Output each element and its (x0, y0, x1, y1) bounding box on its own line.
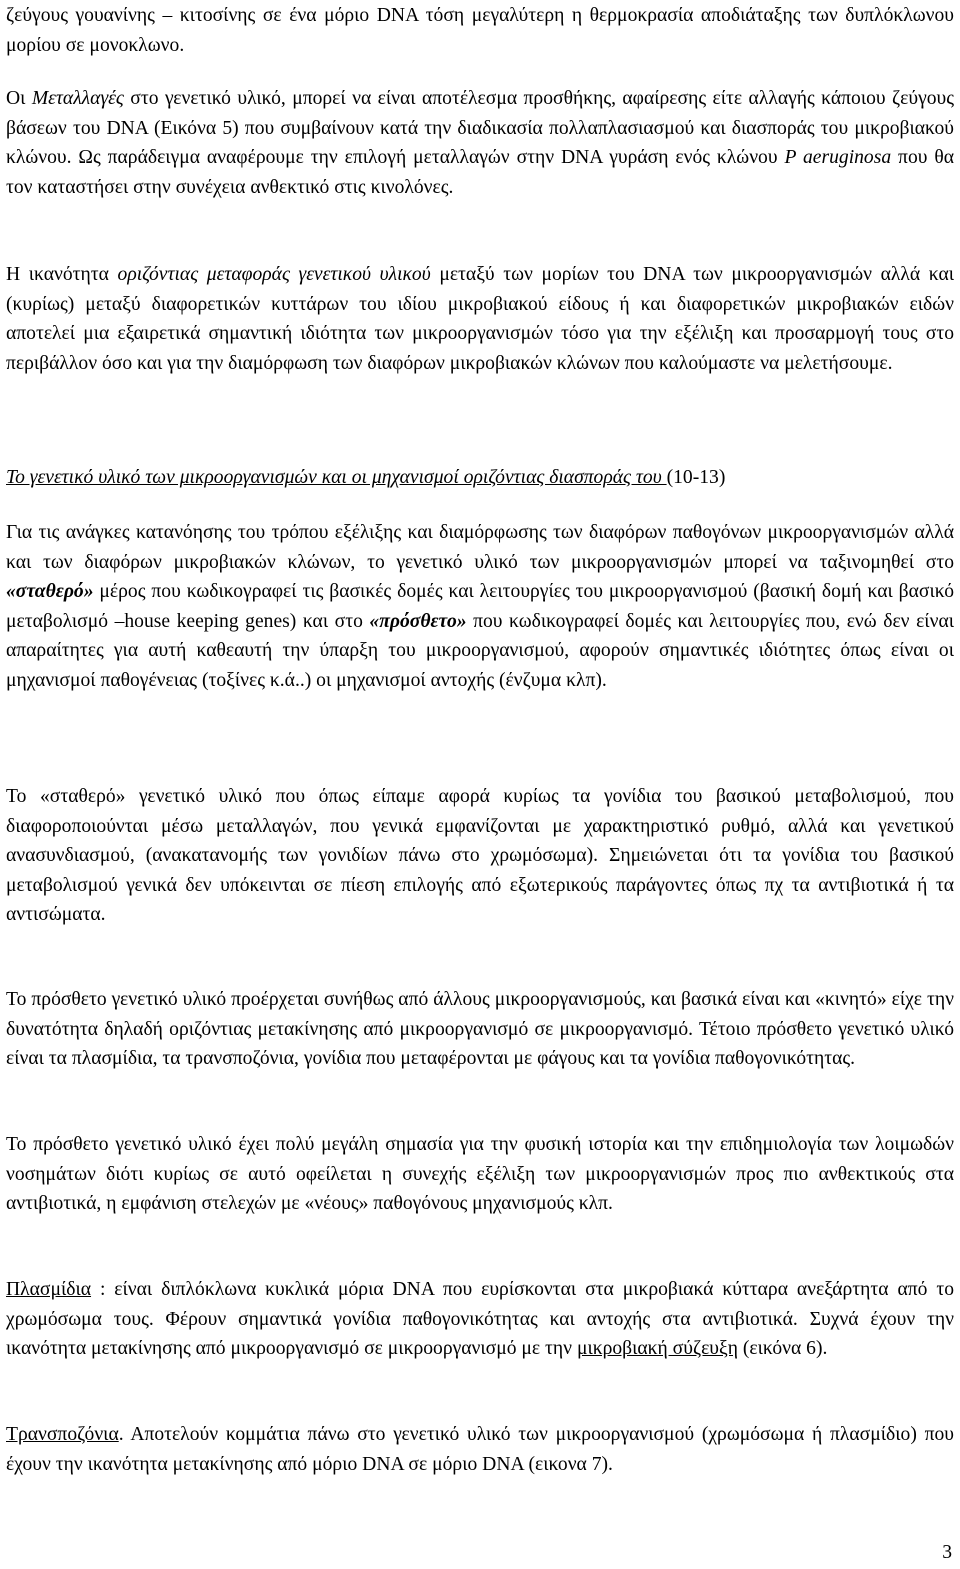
text: . Αποτελούν κομμάτια πάνω στο γενετικό υλικό των μικροοργανισμού (χρωμόσωμα ή πλασμίδιο) που έχουν την ικανότητα μετακίνησης από μόριο DNA σε μόριο DNA (εικονα 7). (6, 1424, 954, 1475)
text: μεταξύ των μορίων του DNA των μικροοργανισμών αλλά και (κυρίως) μεταξύ διαφορετικών κυττάρων του ιδίου μικροβιακού είδους ή και διαφορετικών μικροβιακών ειδών αποτελεί μια εξαιρετικά σημαντική ιδιότητα των μικροοργανισμών τόσο για την εξέλιξη και προσαρμογή τους στο περιβάλλον όσο και για την διαμόρφωση των διαφόρων μικροβιακών κλώνων που καλούμαστε να μελετήσουμε. (6, 264, 954, 374)
paragraph-importance: Το πρόσθετο γενετικό υλικό έχει πολύ μεγάλη σημασία για την φυσική ιστορία και την επιδημιολογία των λοιμωδών νοσημάτων διότι κυρίως σε αυτό οφείλεται η συνεχής εξέλιξη των μικροοργανισμών προς πιο ανθεκτικούς στα αντιβιοτικά, η εμφάνιση στελεχών με «νέους» παθογόνους μηχανισμούς κλπ. (6, 1134, 954, 1215)
text: μέρος που κωδικογραφεί τις βασικές δομές και λειτουργίες του μικροοργανισμού (βασική δομή και βασικό μεταβολισμό –house keeping genes) και στο (6, 581, 954, 632)
term-mutations: Μεταλλαγές (31, 88, 124, 109)
section-heading-title: Το γενετικό υλικό των μικροοργανισμών και οι μηχανισμοί οριζόντιας διασποράς του (6, 467, 667, 488)
text: (εικόνα 6). (737, 1338, 828, 1360)
text: που κωδικογραφεί δομές και λειτουργίες που, ενώ δεν είναι απαραίτητες για αυτή καθεαυτή την ύπαρξη του μικροοργανισμού, αφορούν σημαντικές ιδιότητες όπως είναι οι μηχανισμοί παθογένειας (τοξίνες κ.ά..) οι μηχανισμοί αντοχής (ένζυμα κλπ). (6, 610, 954, 691)
text: Οι (6, 88, 32, 109)
paragraph-additional-material: Το πρόσθετο γενετικό υλικό προέρχεται συνήθως από άλλους μικροοργανισμούς, και βασικά είναι και «κινητό» είχε την δυνατότητα δηλαδή οριζόντιας μετακίνησης από μικροοργανισμό σε μικροοργανισμό. Τέτοιο πρόσθετο γενετικό υλικό είναι τα πλασμίδια, τα τρανσποζόνια, γονίδια που μεταφέρονται με φάγους και τα γονίδια παθογονικότητας. (6, 989, 954, 1070)
page-number: 3 (942, 1542, 952, 1563)
text: στο γενετικό υλικό, μπορεί να είναι αποτέλεσμα προσθήκης, αφαίρεσης είτε αλλαγής κάποιου ζεύγους βάσεων του DNA (Εικόνα 5) που συμβαίνουν κατά την διαδικασία πολλαπλασιασμού και διασποράς του μικροβιακού κλώνου. Ως παράδειγμα αναφέρουμε την επιλογή μεταλλαγών στην DNA γυράση ενός κλώνου (6, 88, 954, 169)
paragraph-stable-material: Το «σταθερό» γενετικό υλικό που όπως είπαμε αφορά κυρίως τα γονίδια του βασικού μεταβολισμού, που διαφοροποιούνται μέσω μεταλλαγών, που γενικά εμφανίζονται με χαρακτηριστικό ρυθμό, αλλά και γενετικού ανασυνδιασμού, (ανακατανομής των γονιδίων πάνω στο χρωμόσωμα). Σημειώνεται ότι τα γονίδια του βασικού μεταβολισμού γενικά δεν υπόκεινται σε πίεση επιλογής από εξωτερικούς παράγοντες όπως πχ τα αντιβιοτικά ή τα αντισώματα. (6, 786, 954, 926)
text: : είναι διπλόκλωνα κυκλικά μόρια DNA που ευρίσκονται στα μικροβιακά κύτταρα ανεξάρτητα από το χρωμόσωμα τους. Φέρουν σημαντικά γονίδια παθογονικότητας και αντοχής στα αντιβιοτικά. Συχνά έχουν την ικανότητα μετακίνησης από μικροοργανισμό σε μικροοργανισμό με την (6, 1279, 954, 1360)
paragraph-transposons (6, 1420, 954, 1479)
paragraph-mutations (6, 84, 954, 202)
text: Η ικανότητα (6, 264, 118, 285)
species-name: P aeruginosa (784, 147, 892, 169)
term-horizontal-transfer: οριζόντιας μεταφοράς γενετικού υλικού (117, 264, 431, 285)
term-additional: «πρόσθετο» (369, 610, 467, 632)
term-conjugation: μικροβιακή σύζευξη (576, 1338, 738, 1360)
term-transposons: Τρανσποζόνια (6, 1424, 119, 1445)
text: Για τις ανάγκες κατανόησης του τρόπου εξέλιξης και διαμόρφωσης των διαφόρων παθογόνων μικροοργανισμών αλλά και των διαφόρων μικροβιακών κλώνων, το γενετικό υλικό των μικροοργανισμών μπορεί να ταξινομηθεί στο (6, 522, 954, 573)
section-heading-reference: (10-13) (666, 467, 726, 488)
term-stable: «σταθερό» (6, 581, 94, 603)
section-heading (6, 463, 954, 493)
paragraph-horizontal-transfer (6, 260, 954, 378)
paragraph-top: ζεύγους γουανίνης – κιτοσίνης σε ένα μόριο DNA τόση μεγαλύτερη η θερμοκρασία αποδιάταξης των δυπλόκλωνου μορίου σε μονοκλωνο. (6, 5, 954, 56)
term-plasmids: Πλασμίδια (6, 1279, 92, 1300)
text: που θα τον καταστήσει στην συνέχεια ανθεκτικό στις κινολόνες. (6, 147, 954, 198)
paragraph-plasmids (6, 1275, 954, 1364)
paragraph-genetic-material (6, 518, 954, 696)
